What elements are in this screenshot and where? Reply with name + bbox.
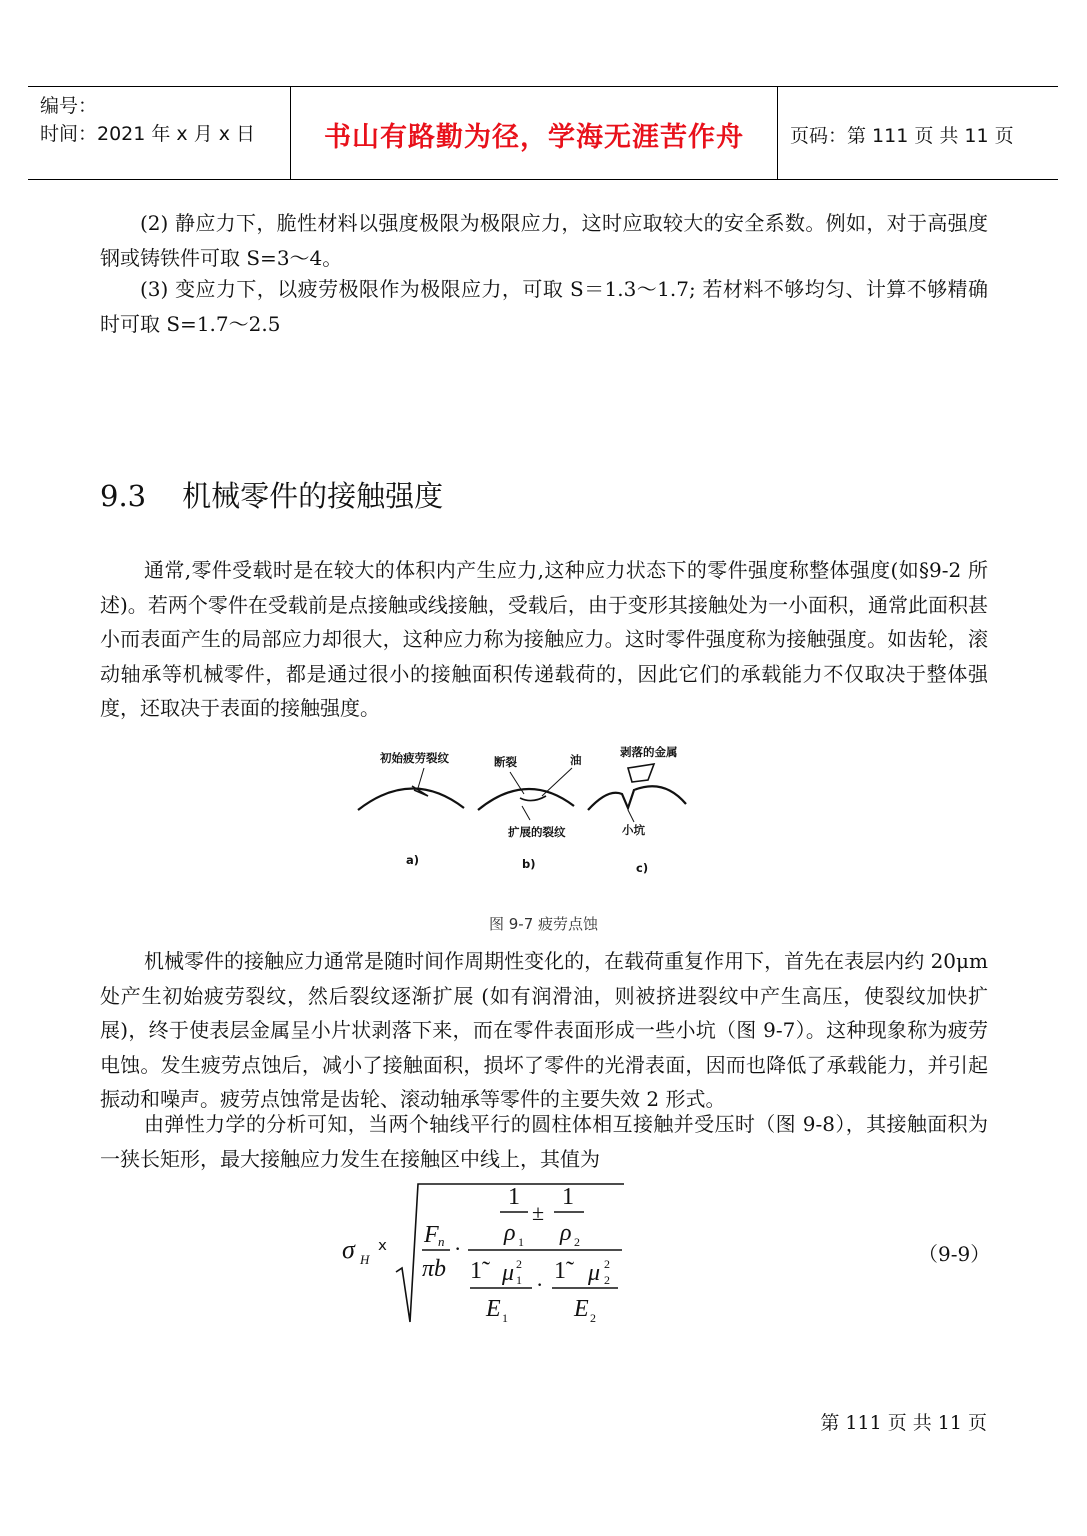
section-title: 机械零件的接触强度 — [182, 479, 444, 513]
sublabel-b: b) — [522, 857, 536, 871]
svg-text:2: 2 — [590, 1311, 596, 1325]
svg-text:·: · — [454, 1236, 462, 1261]
svg-text:±: ± — [532, 1200, 545, 1225]
label-flaked-metal: 剥落的金属 — [620, 745, 678, 759]
svg-text:1̃: 1̃ — [470, 1258, 482, 1284]
svg-text:ρ: ρ — [504, 1220, 516, 1246]
footer-page-number: 第 111 页 共 11 页 — [820, 1412, 987, 1434]
initial-crack-mark — [412, 786, 428, 796]
paragraph-static-stress: (2) 静应力下，脆性材料以强度极限为极限应力，这时应取较大的安全系数。例如，对于高强度钢或铸铁件可取 S=3～4。 — [100, 211, 988, 270]
date-label: 时间：2021 年 x 月 x 日 — [40, 123, 256, 145]
flake-mark — [628, 764, 654, 782]
paragraph-fatigue-pitting: 机械零件的接触应力通常是随时间作周期性变化的，在载荷重复作用下，首先在表层内约 20μm 处产生初始疲劳裂纹，然后裂纹逐渐扩展 (如有润滑油，则被挤进裂纹中产生高压，使裂纹加快扩展)，终于使表层金属呈小片状剥落下来，而在零件表面形成一些小坑（图 9-7）。这种现象称为疲劳电蚀。发生疲劳点蚀后，减小了接触面积，损坏了零件的光滑表面，因而也降低了承载能力，并引起振动和噪声。疲劳点蚀常是齿轮、滚动轴承等零件的主要失效 2 形式。 — [100, 949, 988, 1111]
expanding-crack-mark — [520, 796, 546, 801]
svg-text:n: n — [438, 1234, 445, 1249]
label-expanding-crack: 扩展的裂纹 — [508, 825, 566, 839]
surface-arc-c — [588, 786, 686, 810]
svg-text:μ: μ — [502, 1260, 515, 1286]
equation-number: （9-9） — [918, 1242, 991, 1266]
label-fracture: 断裂 — [494, 755, 517, 769]
surface-arc-a — [358, 788, 464, 810]
sublabel-c: c) — [636, 861, 649, 875]
header-motto-cell — [290, 87, 778, 179]
svg-text:E: E — [486, 1296, 501, 1322]
header-motto: 书山有路勤为径，学海无涯苦作舟 — [324, 122, 744, 153]
header-page-label: 页码：第 111 页 共 11 页 — [790, 125, 1014, 147]
svg-text:1: 1 — [518, 1235, 524, 1249]
header-meta — [28, 87, 290, 179]
svg-text:ⅹ: ⅹ — [378, 1238, 387, 1254]
svg-text:1: 1 — [562, 1184, 574, 1210]
label-oil: 油 — [570, 753, 582, 767]
svg-text:1: 1 — [508, 1184, 520, 1210]
figure-caption: 图 9-7 疲劳点蚀 — [488, 915, 599, 933]
svg-text:μ: μ — [588, 1260, 601, 1286]
document-header — [28, 86, 1058, 180]
svg-text:·: · — [536, 1272, 544, 1297]
svg-text:2: 2 — [604, 1273, 610, 1287]
svg-text:E: E — [574, 1296, 589, 1322]
svg-text:F: F — [424, 1222, 439, 1248]
paragraph-contact-strength: 通常,零件受载时是在较大的体积内产生应力,这种应力状态下的零件强度称整体强度(如§9-2 所述)。若两个零件在受载前是点接触或线接触，受载后，由于变形其接触处为一小面积，通常此面积甚小而表面产生的局部应力却很大，这种应力称为接触应力。这时零件强度称为接触强度。如齿轮，滚动轴承等机械零件，都是通过很小的接触面积传递载荷的，因此它们的承载能力不仅取决于整体强度，还取决于表面的接触强度。 — [100, 558, 988, 720]
sublabel-a: a) — [406, 853, 420, 867]
svg-text:πb: πb — [422, 1256, 447, 1282]
fatigue-pitting-figure — [352, 738, 692, 888]
paragraph-variable-stress: (3) 变应力下，以疲劳极限作为极限应力，可取 S＝1.3～1.7; 若材料不够均匀、计算不够精确时可取 S=1.7～2.5 — [100, 277, 988, 336]
sigma-symbol: σ — [342, 1235, 355, 1264]
svg-text:ρ: ρ — [560, 1220, 572, 1246]
header-page-cell — [778, 87, 1058, 179]
section-heading — [100, 474, 443, 515]
svg-text:1: 1 — [502, 1311, 508, 1325]
section-number: 9.3 — [100, 479, 147, 513]
contact-stress-formula — [340, 1180, 640, 1325]
paragraph-elastic-analysis: 由弹性力学的分析可知，当两个轴线平行的圆柱体相互接触并受压时（图 9-8），其接触面积为一狭长矩形，最大接触应力发生在接触区中线上，其值为 — [100, 1112, 988, 1171]
svg-text:1: 1 — [516, 1273, 522, 1287]
svg-text:H: H — [360, 1252, 370, 1267]
svg-text:2: 2 — [604, 1257, 610, 1271]
label-initial-crack: 初始疲劳裂纹 — [380, 751, 449, 765]
number-label: 编号： — [40, 95, 98, 117]
svg-text:1̃: 1̃ — [554, 1258, 566, 1284]
label-pit: 小坑 — [622, 823, 645, 837]
svg-text:2: 2 — [516, 1257, 522, 1271]
svg-text:2: 2 — [574, 1235, 580, 1249]
